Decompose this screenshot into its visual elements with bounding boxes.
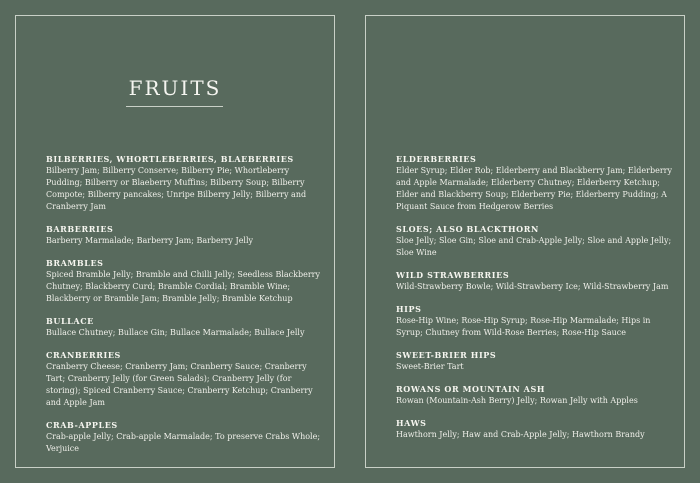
entry-cranberries [46, 350, 322, 409]
entry-text: Bilberry Jam; Bilberry Conserve; Bilberry Pie; Whortleberry Pudding; Bilberry or Blaeberry Muffins; Bilberry Soup; Bilberry Compote; Bilberry pancakes; Unripe Bilberry Jelly; Bilberry and Cranberry Jam [46, 166, 307, 211]
entry-text: Rowan (Mountain-Ash Berry) Jelly; Rowan Jelly with Apples [396, 396, 638, 405]
entry-heading: BARBERRIES [46, 224, 114, 234]
entry-haws [396, 418, 672, 441]
entry-elderberries [396, 154, 672, 213]
entry-text: Cranberry Cheese; Cranberry Jam; Cranberry Sauce; Cranberry Tart; Cranberry Jelly (for Green Salads); Cranberry Jelly (for storing); Spiced Cranberry Sauce; Cranberry Ketchup; Cranberry and Apple Jam [46, 362, 313, 407]
entry-heading: HAWS [396, 418, 427, 428]
entry-text: Hawthorn Jelly; Haw and Crab-Apple Jelly; Hawthorn Brandy [396, 430, 645, 439]
entry-crab-apples [46, 420, 322, 455]
entry-heading: SWEET-BRIER HIPS [396, 350, 497, 360]
entry-heading: BULLACE [46, 316, 94, 326]
entry-heading: SLOES; ALSO BLACKTHORN [396, 224, 539, 234]
entry-text: Elder Syrup; Elder Rob; Elderberry and Blackberry Jam; Elderberry and Apple Marmalade; Elderberry Chutney; Elderberry Ketchup; Elder and Blackberry Soup; Elderberry Pie; Elderberry Pudding; A Piquant Sauce from Hedgerow Berries [396, 166, 673, 211]
entry-text: Bullace Chutney; Bullace Gin; Bullace Marmalade; Bullace Jelly [46, 328, 305, 337]
entry-heading: CRAB-APPLES [46, 420, 118, 430]
title-underline [126, 106, 223, 107]
entry-brambles [46, 258, 322, 305]
entry-text: Sweet-Brier Tart [396, 362, 464, 371]
left-page [15, 15, 335, 468]
entry-bullace [46, 316, 322, 339]
entry-wild-strawberries [396, 270, 672, 293]
left-entries [46, 154, 322, 466]
right-entries [396, 154, 672, 452]
entry-heading: WILD STRAWBERRIES [396, 270, 510, 280]
entry-heading: ELDERBERRIES [396, 154, 477, 164]
entry-heading: BRAMBLES [46, 258, 104, 268]
entry-bilberries [46, 154, 322, 213]
entry-heading: HIPS [396, 304, 422, 314]
right-page [365, 15, 685, 468]
entry-text: Rose-Hip Wine; Rose-Hip Syrup; Rose-Hip Marmalade; Hips in Syrup; Chutney from Wild-Rose Berries; Rose-Hip Sauce [396, 316, 651, 337]
entry-heading: BILBERRIES, WHORTLEBERRIES, BLAEBERRIES [46, 154, 294, 164]
entry-text: Sloe Jelly; Sloe Gin; Sloe and Crab-Apple Jelly; Sloe and Apple Jelly; Sloe Wine [396, 236, 672, 257]
page-title: FRUITS [128, 76, 222, 100]
entry-text: Wild-Strawberry Bowle; Wild-Strawberry Ice; Wild-Strawberry Jam [396, 282, 669, 291]
entry-text: Spiced Bramble Jelly; Bramble and Chilli Jelly; Seedless Blackberry Chutney; Blackberry Curd; Bramble Cordial; Bramble Wine; Blackberry or Bramble Jam; Bramble Jelly; Bramble Ketchup [46, 270, 321, 303]
entry-heading: ROWANS OR MOUNTAIN ASH [396, 384, 545, 394]
entry-heading: CRANBERRIES [46, 350, 121, 360]
entry-sweet-brier-hips [396, 350, 672, 373]
entry-text: Barberry Marmalade; Barberry Jam; Barberry Jelly [46, 236, 254, 245]
entry-hips [396, 304, 672, 339]
entry-rowans [396, 384, 672, 407]
entry-sloes [396, 224, 672, 259]
entry-text: Crab-apple Jelly; Crab-apple Marmalade; To preserve Crabs Whole; Verjuice [46, 432, 321, 453]
entry-barberries [46, 224, 322, 247]
